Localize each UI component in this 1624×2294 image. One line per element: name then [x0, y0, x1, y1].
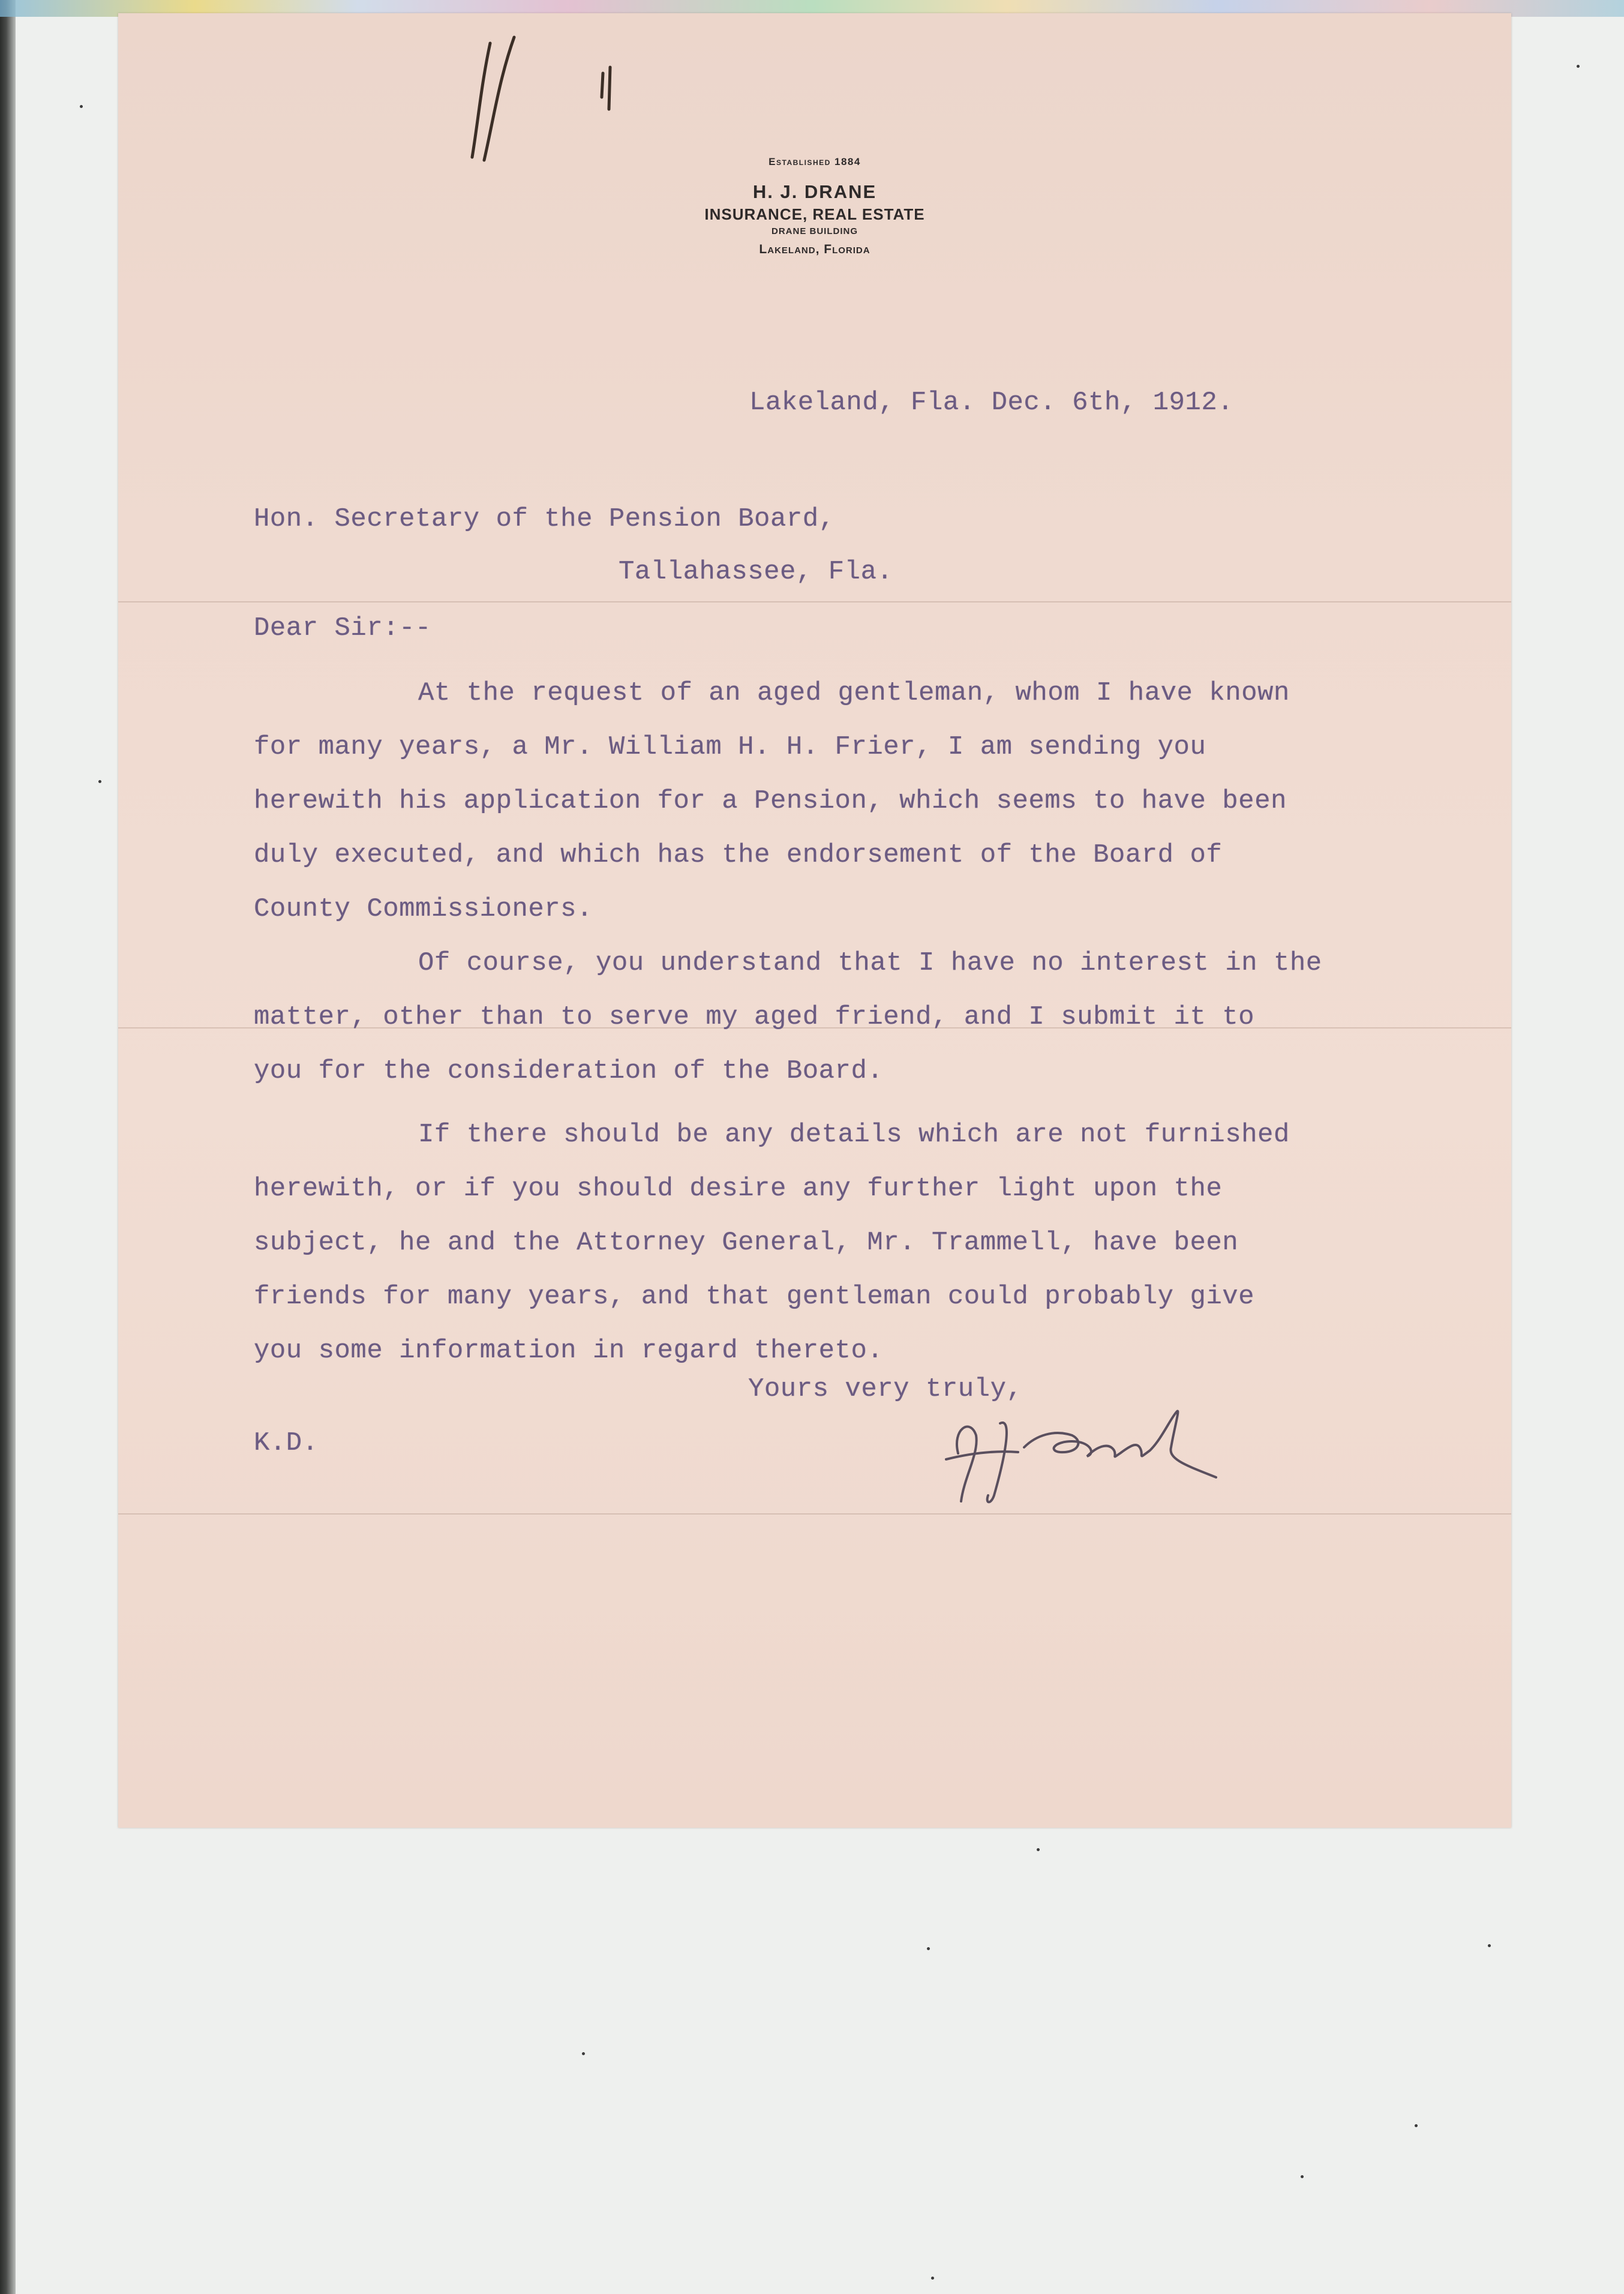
body-paragraph-2 — [254, 936, 1322, 1098]
paragraph-line: herewith, or if you should desire any further light upon the — [254, 1174, 1223, 1204]
letterhead-name: H. J. DRANE — [752, 181, 877, 202]
letterhead — [118, 156, 1511, 257]
paragraph-line: for many years, a Mr. William H. H. Frier, I am sending you — [254, 732, 1206, 762]
paragraph-line: At the request of an aged gentleman, whom I have known — [418, 678, 1290, 708]
letterhead-building: DRANE BUILDING — [772, 226, 858, 236]
dust-speck — [80, 105, 83, 108]
dust-speck — [927, 1947, 930, 1950]
pencil-tally-mark — [466, 31, 622, 163]
fold-line — [118, 1513, 1511, 1515]
letter-page — [118, 13, 1511, 1828]
fold-line — [118, 601, 1511, 602]
letterhead-city: Lakeland, Florida — [759, 242, 870, 256]
paragraph-line: you some information in regard thereto. — [254, 1336, 884, 1366]
paragraph-line: subject, he and the Attorney General, Mr. Trammell, have been — [254, 1228, 1239, 1258]
scanner-edge — [0, 0, 16, 2294]
dust-speck — [582, 2052, 585, 2055]
closing: Yours very truly, — [748, 1374, 1023, 1404]
body-paragraph-3 — [254, 1108, 1290, 1378]
dust-speck — [1415, 2124, 1418, 2127]
paragraph-line: you for the consideration of the Board. — [254, 1056, 884, 1086]
paragraph-line: matter, other than to serve my aged friend, and I submit it to — [254, 1002, 1255, 1032]
typist-initials: K.D. — [254, 1428, 319, 1458]
dust-speck — [1577, 65, 1580, 68]
paragraph-line: Of course, you understand that I have no interest in the — [418, 948, 1322, 978]
body-paragraph-1 — [254, 666, 1290, 936]
paragraph-line: herewith his application for a Pension, which seems to have been — [254, 786, 1287, 816]
letterhead-established: Established 1884 — [769, 156, 861, 167]
salutation: Dear Sir:-- — [254, 613, 431, 643]
paragraph-line: If there should be any details which are not furnished — [418, 1120, 1290, 1150]
addressee-line2: Tallahassee, Fla. — [619, 557, 893, 587]
dust-speck — [98, 780, 101, 783]
paragraph-line: County Commissioners. — [254, 894, 593, 924]
paragraph-line: duly executed, and which has the endorsement of the Board of — [254, 840, 1223, 870]
dateline: Lakeland, Fla. Dec. 6th, 1912. — [749, 388, 1234, 418]
letterhead-business: INSURANCE, REAL ESTATE — [704, 205, 925, 223]
addressee-line1: Hon. Secretary of the Pension Board, — [254, 504, 835, 534]
handwritten-signature — [934, 1381, 1234, 1525]
dust-speck — [1037, 1848, 1040, 1851]
dust-speck — [1488, 1944, 1491, 1947]
dust-speck — [931, 2277, 934, 2280]
paragraph-line: friends for many years, and that gentleman could probably give — [254, 1282, 1255, 1312]
dust-speck — [1301, 2175, 1304, 2178]
